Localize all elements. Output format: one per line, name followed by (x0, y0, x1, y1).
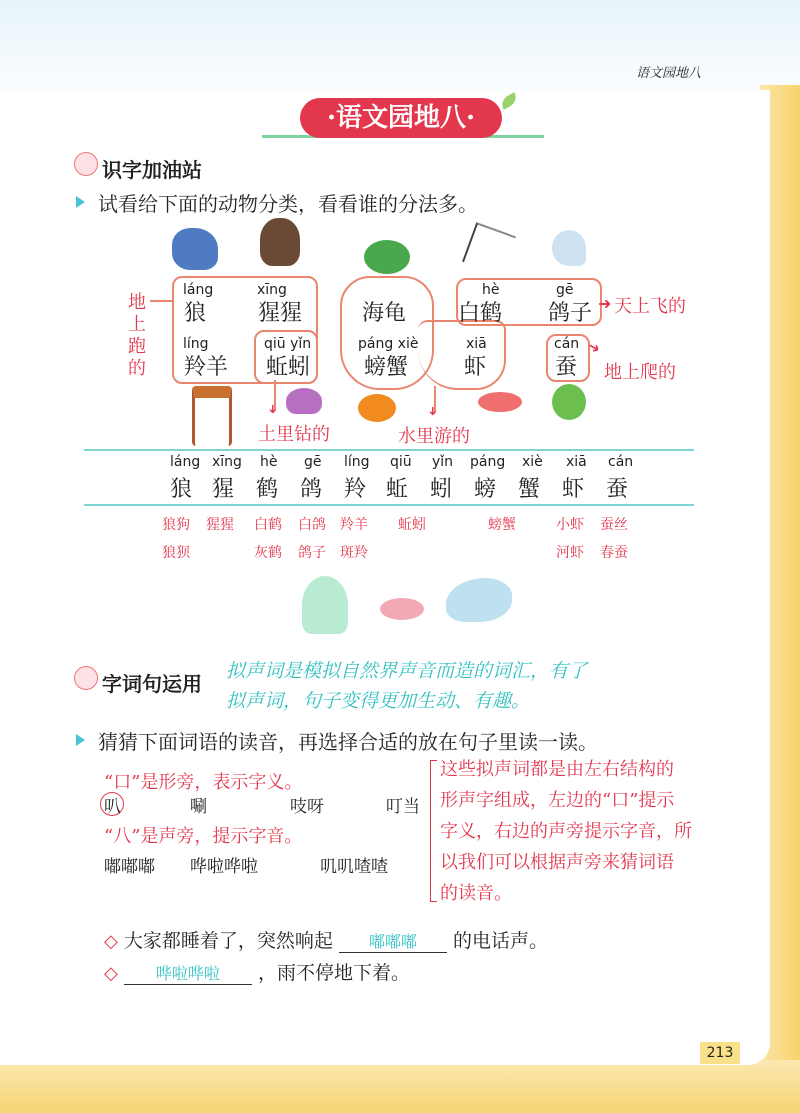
label-soil-drill: 土里钻的 (258, 424, 330, 445)
explain-line: 以我们可以根据声旁来猜词语 (440, 852, 674, 873)
bracket (430, 760, 437, 902)
row-char: 狼 (170, 477, 193, 502)
row-char: 鸽 (300, 477, 323, 502)
row-pinyin: qiū (390, 454, 412, 470)
crab-silhouette-icon (380, 598, 424, 620)
explain-line: 形声字组成，左边的“口”提示 (440, 790, 675, 811)
sentence-text: ，雨不停地下着。 (257, 962, 410, 984)
page-sheet (0, 90, 770, 1065)
antelope-icon (192, 386, 232, 446)
word: 灰鹤 (254, 545, 282, 561)
word: 春蚕 (600, 545, 628, 561)
crane-silhouette-icon (302, 576, 348, 634)
row-char: 羚 (344, 477, 367, 502)
sentence-2 (104, 958, 410, 985)
arrow-down-right-icon: ➜ (584, 338, 603, 358)
word: 河虾 (556, 545, 584, 561)
row-char: 螃 (474, 477, 497, 502)
note-line: 拟声词，句子变得更加生动、有趣。 (226, 690, 531, 712)
wolf-icon (172, 228, 218, 270)
answer-blank[interactable]: 嘟嘟嘟 (339, 929, 447, 953)
sentence-1 (104, 926, 548, 953)
note-onomatopoeia (226, 656, 587, 716)
turtle-icon (364, 240, 410, 274)
label-ground-crawl: 地上爬的 (604, 362, 676, 383)
pinyin-lang: láng (183, 282, 214, 298)
word-zhiya: 吱呀 (290, 797, 324, 817)
row-char: 蚓 (430, 477, 453, 502)
word: 白鹤 (254, 517, 282, 533)
pinyin-can: cán (554, 336, 580, 352)
char-can: 蚕 (555, 355, 578, 380)
earthworm-icon (286, 388, 322, 414)
diamond-icon: ◇ (104, 963, 118, 984)
instruction-1: 试看给下面的动物分类，看看谁的分法多。 (98, 192, 478, 216)
connector-line (150, 300, 172, 302)
gorilla-icon (260, 218, 300, 266)
label-ground-run (128, 292, 148, 380)
diamond-icon: ◇ (104, 931, 118, 952)
word: 螃蟹 (488, 517, 516, 533)
row-pinyin: cán (608, 454, 634, 470)
word: 蚕丝 (600, 517, 628, 533)
book-edge-bottom (0, 1060, 800, 1113)
word: 鸽子 (298, 545, 326, 561)
section-title-shizi: 识字加油站 (102, 158, 202, 182)
row-pinyin: páng (470, 454, 506, 470)
pinyin-he: hè (482, 282, 500, 298)
explain-line: 这些拟声词都是由左右结构的 (440, 759, 674, 780)
row-pinyin: líng (344, 454, 370, 470)
page-number: 213 (700, 1042, 740, 1064)
char-xingxing: 猩猩 (258, 301, 303, 326)
word-shua: 唰 (190, 797, 207, 817)
explain-line: 字义，右边的声旁提示字音，所 (440, 821, 692, 842)
char-haigui: 海龟 (362, 301, 407, 326)
sentence-text: 的电话声。 (453, 930, 549, 952)
pinyin-ge: gē (556, 282, 574, 298)
char-pangxie: 螃蟹 (364, 355, 409, 380)
word-hualahuala: 哗啦哗啦 (190, 857, 258, 877)
label-ground-run-char: 的 (128, 358, 146, 379)
sentence-text: 大家都睡着了，突然响起 (123, 930, 333, 952)
pinyin-xia: xiā (466, 336, 487, 352)
hint-shengpang: “八”是声旁，提示字音。 (104, 826, 303, 847)
row-pinyin: gē (304, 454, 322, 470)
rule-top (84, 449, 694, 451)
char-lang: 狼 (184, 301, 207, 326)
char-row (160, 452, 640, 504)
label-water-swim: 水里游的 (398, 426, 470, 447)
silkworm-icon (552, 384, 586, 420)
bullet-icon (76, 196, 85, 208)
word: 小虾 (556, 517, 584, 533)
box-water-animals-ext (418, 320, 506, 390)
arrow-right-icon: ➜ (598, 294, 612, 313)
char-gezi: 鸽子 (548, 301, 593, 326)
note-line: 拟声词是模拟自然界声音而造的词汇，有了 (226, 660, 588, 682)
row-pinyin: xiè (522, 454, 543, 470)
row-char: 猩 (212, 477, 235, 502)
shrimp-icon (478, 392, 522, 412)
row-char: 蚯 (386, 477, 409, 502)
row-char: 虾 (562, 477, 585, 502)
explanation (440, 754, 692, 909)
word-ba: 叭 (104, 797, 121, 817)
word: 斑羚 (340, 545, 368, 561)
char-xia: 虾 (464, 355, 487, 380)
pinyin-pangxie: páng xiè (358, 336, 419, 352)
word-dingdang: 叮当 (386, 797, 420, 817)
page-title: ·语文园地八· (300, 98, 502, 138)
pencil-icon (74, 666, 98, 690)
word-jijizhazha: 叽叽喳喳 (320, 857, 388, 877)
label-sky-fly: 天上飞的 (614, 296, 686, 317)
label-ground-run-char: 上 (128, 314, 146, 335)
pinyin-ling: líng (183, 336, 209, 352)
word: 白鸽 (298, 517, 326, 533)
crab-icon (358, 394, 396, 422)
char-qiuyin: 蚯蚓 (266, 355, 311, 380)
row-pinyin: xiā (566, 454, 587, 470)
word: 羚羊 (340, 517, 368, 533)
rule-bottom (84, 504, 694, 506)
row-pinyin: láng (170, 454, 201, 470)
row-char: 蚕 (606, 477, 629, 502)
row-char: 蟹 (518, 477, 541, 502)
row-pinyin: xīng (212, 454, 242, 470)
section-title-zici: 字词句运用 (102, 672, 202, 696)
label-ground-run-char: 地 (128, 292, 146, 313)
word: 狼狗 (162, 517, 190, 533)
char-baihe: 白鹤 (458, 301, 503, 326)
row-pinyin: yǐn (432, 454, 454, 470)
dove-icon (552, 230, 586, 266)
pinyin-xing: xīng (257, 282, 287, 298)
pencil-icon (74, 152, 98, 176)
arrow-down-icon: ➜ (266, 403, 281, 415)
hint-xingpang: “口”是形旁，表示字义。 (104, 772, 303, 793)
row-pinyin: hè (260, 454, 278, 470)
word-dududu: 嘟嘟嘟 (104, 857, 155, 877)
explain-line: 的读音。 (440, 883, 512, 904)
word: 猩猩 (206, 517, 234, 533)
running-title: 语文园地八 (636, 66, 702, 81)
word: 狼狈 (162, 545, 190, 561)
bullet-icon (76, 734, 85, 746)
label-ground-run-char: 跑 (128, 336, 146, 357)
pinyin-qiuyin: qiū yǐn (264, 336, 312, 352)
arrow-down-icon: ➜ (426, 405, 441, 417)
row-char: 鹤 (256, 477, 279, 502)
word: 蚯蚓 (398, 517, 426, 533)
instruction-2: 猜猜下面词语的读音，再选择合适的放在句子里读一读。 (98, 730, 598, 754)
answer-blank[interactable]: 哗啦哗啦 (124, 961, 252, 985)
char-lingyang: 羚羊 (184, 355, 229, 380)
